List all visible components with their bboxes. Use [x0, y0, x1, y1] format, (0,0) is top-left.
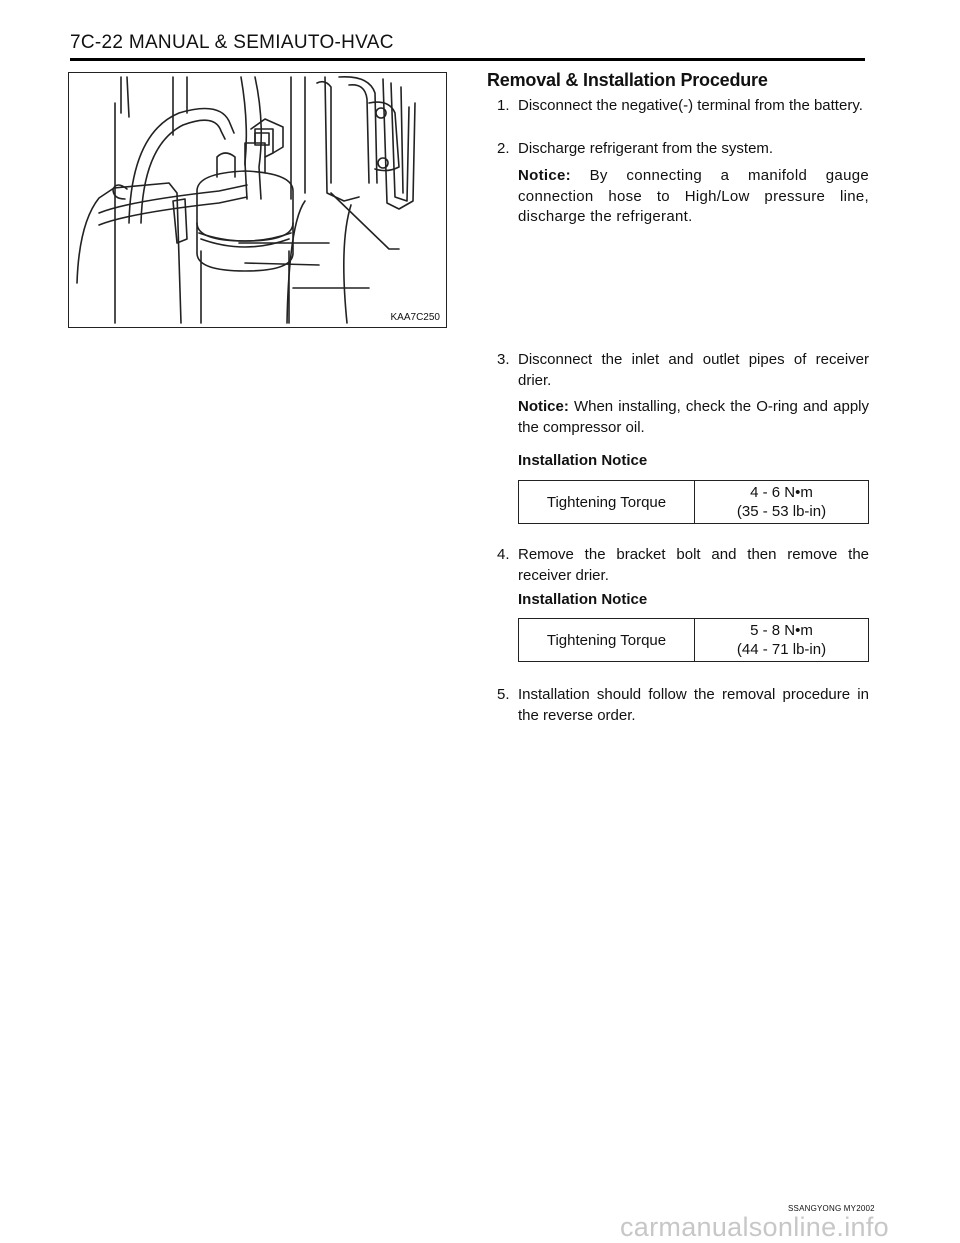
step-text: Remove the bracket bolt and then remove the receiver drier.: [518, 546, 869, 584]
torque-value: [695, 481, 868, 523]
torque-table: [518, 618, 869, 662]
step-number: 3.: [497, 351, 510, 368]
figure-code: KAA7C250: [390, 312, 440, 323]
torque-imperial: (44 - 71 lb-in): [736, 641, 827, 658]
torque-metric: 5 - 8 N•m: [750, 622, 813, 639]
installation-notice-title: Installation Notice: [518, 591, 648, 608]
step-4: [497, 545, 869, 586]
watermark: carmanualsonline.info: [620, 1212, 889, 1242]
torque-value: [695, 619, 868, 661]
step-number: 2.: [497, 140, 510, 157]
step-number: 1.: [497, 97, 510, 114]
receiver-drier-drawing: [69, 73, 448, 329]
section-title: Removal & Installation Procedure: [487, 70, 768, 90]
torque-label: Tightening Torque: [519, 481, 695, 523]
torque-label: Tightening Torque: [519, 619, 695, 661]
step-text: Discharge refrigerant from the system.: [518, 140, 774, 157]
torque-metric: 4 - 6 N•m: [750, 484, 813, 501]
notice-text: When installing, check the O-ring and apply the compressor oil.: [518, 398, 869, 436]
step-text: Disconnect the negative(-) terminal from the battery.: [518, 97, 863, 114]
step-1: [497, 96, 869, 117]
page-title: 7C-22 MANUAL & SEMIAUTO-HVAC: [70, 32, 394, 53]
step-2: [497, 139, 869, 160]
step-text: Installation should follow the removal procedure in the reverse order.: [518, 686, 869, 724]
installation-notice-title: Installation Notice: [518, 452, 648, 469]
torque-imperial: (35 - 53 lb-in): [736, 503, 827, 520]
torque-table: [518, 480, 869, 524]
step-text: Disconnect the inlet and outlet pipes of receiver drier.: [518, 351, 869, 389]
notice-2: [518, 397, 869, 438]
notice-text: By connecting a manifold gauge connection hose to High/Low pressure line, discharge the refrigerant.: [518, 167, 869, 225]
page-header: [70, 30, 865, 61]
notice-1: [518, 166, 869, 228]
step-5: [497, 685, 869, 726]
step-3: [497, 350, 869, 391]
footer-brand: SSANGYONG MY2002: [788, 1204, 875, 1213]
step-number: 4.: [497, 546, 510, 563]
notice-label: Notice:: [518, 167, 571, 184]
receiver-drier-illustration: [68, 72, 447, 328]
notice-label: Notice:: [518, 398, 569, 415]
step-number: 5.: [497, 686, 510, 703]
